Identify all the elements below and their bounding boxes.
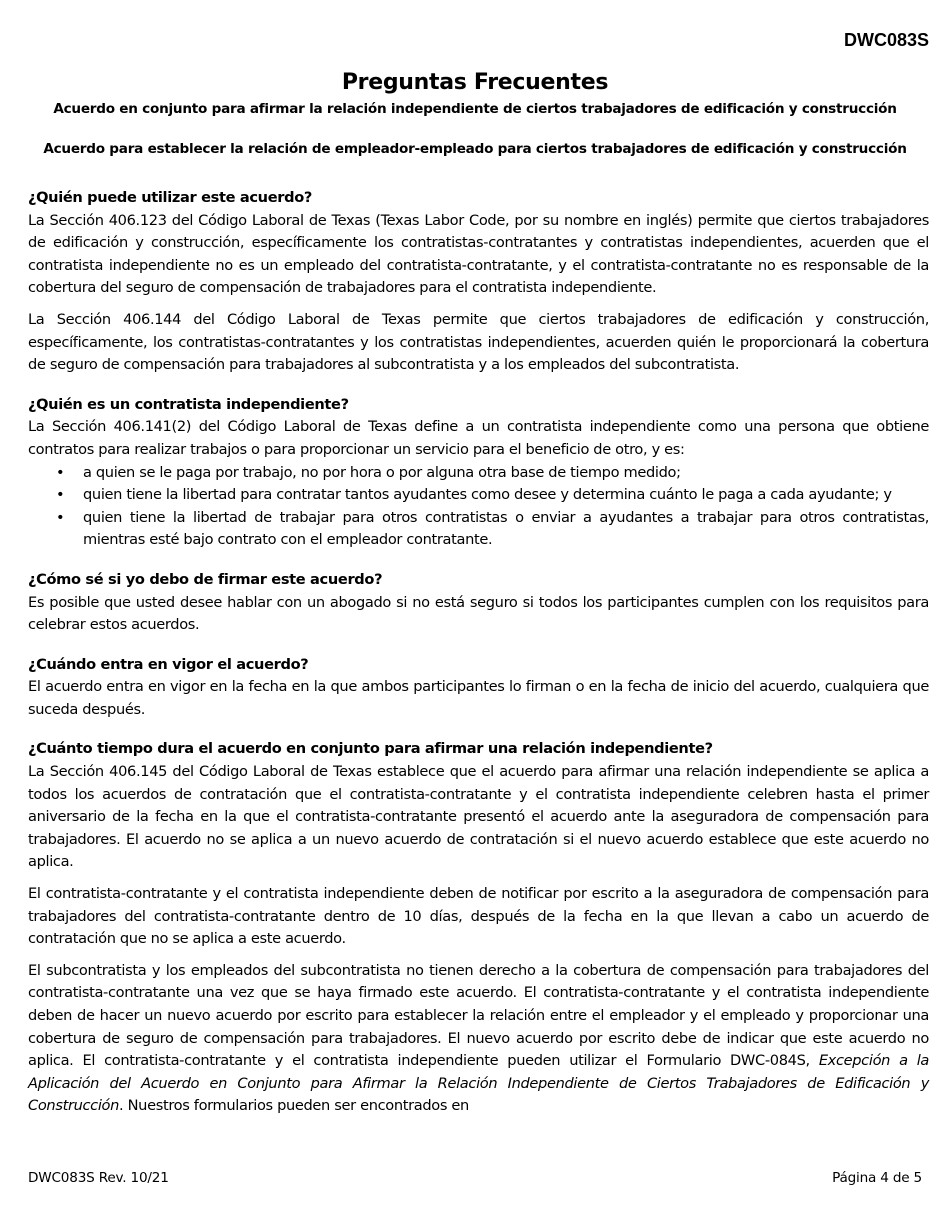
section-heading: ¿Cuándo entra en vigor el acuerdo? bbox=[28, 655, 309, 673]
paragraph: La Sección 406.123 del Código Laboral de Texas (Texas Labor Code, por su nombre en inglés) permite que ciertos trabajadores de edificación y construcción, específicamente los contratistas-contratantes y contratistas independientes, acuerden que el contratista independiente no es un empleado del contratista-contratante, y el contratista-contratante no es responsable de la cobertura del seguro de compensación de trabajadores para el contratista independiente. bbox=[28, 211, 929, 297]
paragraph: La Sección 406.141(2) del Código Laboral de Texas define a un contratista independiente como una persona que obtiene contratos para realizar trabajos o para proporcionar un servicio para el beneficio de otro, y es: bbox=[28, 418, 929, 458]
bullet-icon: • bbox=[56, 508, 65, 526]
footer-revision: DWC083S Rev. 10/21 bbox=[28, 1170, 169, 1186]
page-title: Preguntas Frecuentes bbox=[341, 70, 609, 95]
bullet-icon: • bbox=[56, 463, 65, 481]
paragraph: El subcontratista y los empleados del subcontratista no tienen derecho a la cobertura de compensación para trabajadores del contratista-contratante una vez que se haya firmado este acuerdo. El contratista-contratante y el contratista independiente deben de hacer un nuevo acuerdo por escrito para establecer la relación entre el empleador y el empleado y proporcionar una cobertura de seguro de compensación para trabajadores. El nuevo acuerdo por escrito debe de indicar que este acuerdo no aplica. El contratista-contratante y el contratista independiente pueden utilizar el Formulario DWC-084S, Excepción a la Aplicación del Acuerdo en Conjunto para Afirmar la Relación Independiente de Ciertos Trabajadores de Edificación y Construcción. Nuestros formularios pueden ser encontrados en bbox=[28, 961, 929, 1115]
bullet-icon: • bbox=[56, 486, 65, 504]
section-heading: ¿Quién puede utilizar este acuerdo? bbox=[28, 189, 312, 206]
subtitle-employer-employee-agreement: Acuerdo para establecer la relación de empleador-empleado para ciertos trabajadores de edificación y construcción bbox=[43, 141, 907, 157]
paragraph: La Sección 406.144 del Código Laboral de Texas permite que ciertos trabajadores de edificación y construcción, específicamente, los contratistas-contratantes y los contratistas independientes, acuerden quién le proporcionará la cobertura de seguro de compensación para trabajadores al subcontratista y a los empleados del subcontratista. bbox=[28, 310, 929, 374]
paragraph: El contratista-contratante y el contratista independiente deben de notificar por escrito a la aseguradora de compensación para trabajadores del contratista-contratante dentro de 10 días, después de la fecha en la que llevan a cabo un acuerdo de contratación que no se aplica a este acuerdo. bbox=[28, 885, 929, 948]
criteria-list bbox=[28, 462, 929, 552]
paragraph: Es posible que usted desee hablar con un abogado si no está seguro si todos los participantes cumplen con los requisitos para celebrar estos acuerdos. bbox=[28, 593, 929, 634]
subtitle-independent-agreement: Acuerdo en conjunto para afirmar la relación independiente de ciertos trabajadores de edificación y construcción bbox=[53, 101, 897, 117]
list-item: • quien tiene la libertad para contratar tantos ayudantes como desee y determina cuánto le paga a cada ayudante; y bbox=[28, 484, 929, 507]
footer-page-number: Página 4 de 5 bbox=[832, 1170, 922, 1186]
section-duration bbox=[28, 738, 929, 1118]
section-who-can-use bbox=[28, 187, 929, 377]
section-heading: ¿Quién es un contratista independiente? bbox=[28, 395, 349, 413]
form-title-reference: Excepción a la Aplicación del Acuerdo en Conjunto para Afirmar la Relación Independiente de Ciertos Trabajadores de Edificación y Construcción bbox=[28, 1052, 929, 1115]
list-item: • quien tiene la libertad de trabajar para otros contratistas o enviar a ayudantes a trabajar para otros contratistas, mientras esté bajo contrato con el empleador contratante. bbox=[56, 508, 929, 549]
paragraph: El acuerdo entra en vigor en la fecha en la que ambos participantes lo firman o en la fecha de inicio del acuerdo, cualquiera que suceda después. bbox=[28, 678, 929, 718]
section-should-i-sign bbox=[28, 569, 929, 637]
section-effective-date bbox=[28, 654, 929, 722]
section-heading: ¿Cómo sé si yo debo de firmar este acuerdo? bbox=[28, 570, 383, 588]
faq-content bbox=[28, 187, 929, 1135]
paragraph: La Sección 406.145 del Código Laboral de Texas establece que el acuerdo para afirmar una relación independiente se aplica a todos los acuerdos de contratación que el contratista-contratante y el contratista independiente celebren hasta el primer aniversario de la fecha en la que el contratista-contratante presentó el acuerdo ante la aseguradora de compensación para trabajadores. El acuerdo no se aplica a un nuevo acuerdo de contratación si el nuevo acuerdo establece que este acuerdo no aplica. bbox=[28, 763, 929, 871]
list-item: • a quien se le paga por trabajo, no por hora o por alguna otra base de tiempo medido; bbox=[28, 462, 929, 485]
section-heading: ¿Cuánto tiempo dura el acuerdo en conjunto para afirmar una relación independiente? bbox=[28, 740, 713, 758]
section-independent-contractor bbox=[28, 394, 929, 552]
form-code: DWC083S bbox=[843, 30, 929, 50]
